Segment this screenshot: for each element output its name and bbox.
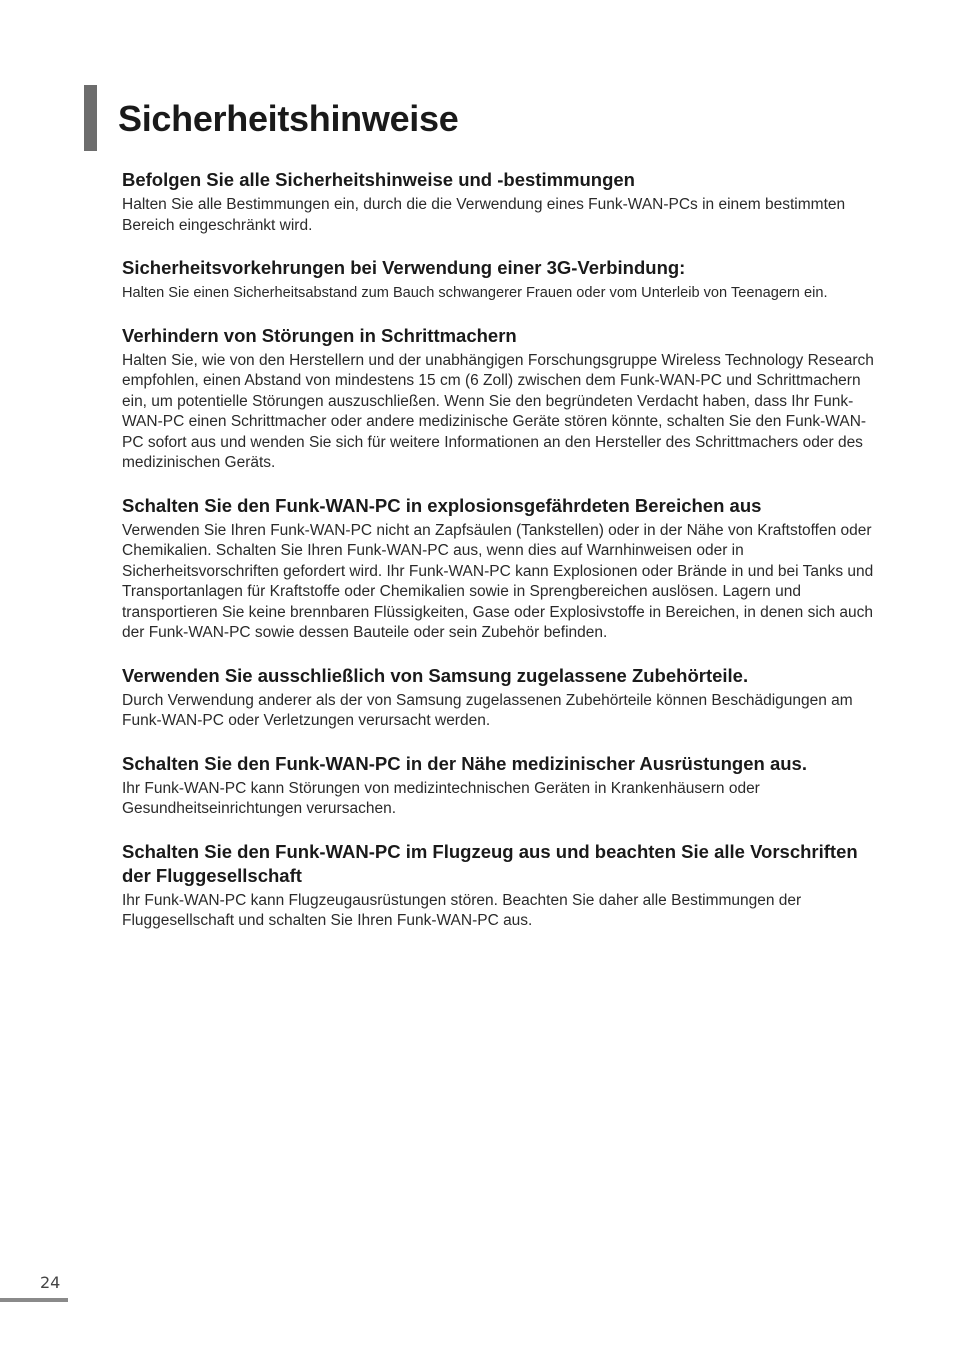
content-area (122, 168, 874, 952)
section-heading: Schalten Sie den Funk-WAN-PC in explosionsgefährdeten Bereichen aus (122, 494, 762, 516)
section-heading: Verhindern von Störungen in Schrittmachern (122, 324, 517, 346)
page-title: Sicherheitshinweise (118, 98, 459, 139)
section-pacemakers (122, 324, 874, 474)
section-approved-accessories (122, 664, 874, 732)
section-heading: Befolgen Sie alle Sicherheitshinweise und -bestimmungen (122, 169, 635, 190)
section-aircraft (122, 840, 874, 932)
section-body: Durch Verwendung anderer als der von Samsung zugelassenen Zubehörteile können Beschädigungen am Funk-WAN-PC oder Verletzungen verursacht werden. (122, 691, 853, 729)
section-body: Halten Sie, wie von den Herstellern und der unabhängigen Forschungsgruppe Wireless Technology Research empfohlen, einen Abstand von mindestens 15 cm (6 Zoll) zwischen dem Funk-WAN-PC und Schrittmachern ein, um potentielle Störungen auszuschließen. Wenn Sie den begründeten Verdacht haben, dass Ihr Funk-WAN-PC einen Schrittmacher oder andere medizinische Geräte stören könnte, schalten Sie den Funk-WAN-PC sofort aus und wenden Sie sich für weitere Informationen an den Hersteller des Schrittmachers oder des medizinischen Geräts. (122, 351, 874, 471)
section-explosive-areas (122, 494, 874, 644)
page-number-rule (0, 1298, 68, 1302)
section-heading: Schalten Sie den Funk-WAN-PC in der Nähe medizinischer Ausrüstungen aus. (122, 752, 807, 774)
section-3g-precautions (122, 256, 874, 304)
section-safety-rules (122, 168, 874, 236)
section-body: Halten Sie einen Sicherheitsabstand zum Bauch schwangerer Frauen oder vom Unterleib von Teenagern ein. (122, 285, 828, 301)
section-medical-equipment (122, 752, 874, 820)
section-body: Ihr Funk-WAN-PC kann Flugzeugausrüstungen stören. Beachten Sie daher alle Bestimmungen der Fluggesellschaft und schalten Sie Ihren Funk-WAN-PC aus. (122, 891, 802, 929)
section-body: Ihr Funk-WAN-PC kann Störungen von medizintechnischen Geräten in Krankenhäusern oder Gesundheitseinrichtungen verursachen. (122, 779, 760, 817)
page-number: 24 (40, 1273, 61, 1292)
section-heading: Schalten Sie den Funk-WAN-PC im Flugzeug aus und beachten Sie alle Vorschriften der Fluggesellschaft (122, 840, 858, 886)
title-accent-bar (84, 85, 97, 151)
section-heading: Verwenden Sie ausschließlich von Samsung zugelassene Zubehörteile. (122, 664, 749, 686)
section-body: Halten Sie alle Bestimmungen ein, durch die die Verwendung eines Funk-WAN-PCs in einem bestimmten Bereich eingeschränkt wird. (122, 196, 846, 234)
section-body: Verwenden Sie Ihren Funk-WAN-PC nicht an Zapfsäulen (Tankstellen) oder in der Nähe von Kraftstoffen oder Chemikalien. Schalten Sie Ihren Funk-WAN-PC aus, wenn dies auf Warnhinweisen oder in Sicherheitsvorschriften gefordert wird. Ihr Funk-WAN-PC kann Explosionen oder Brände in und bei Tanks und Transportanlagen für Kraftstoffe oder Chemikalien sowie in Sprengbereichen auslösen. Lagern und transportieren Sie keine brennbaren Flüssigkeiten, Gase oder Explosivstoffe in Bereichen, in denen sich auch der Funk-WAN-PC sowie dessen Bauteile oder sein Zubehör befinden. (122, 521, 874, 641)
section-heading: Sicherheitsvorkehrungen bei Verwendung einer 3G-Verbindung: (122, 257, 686, 278)
